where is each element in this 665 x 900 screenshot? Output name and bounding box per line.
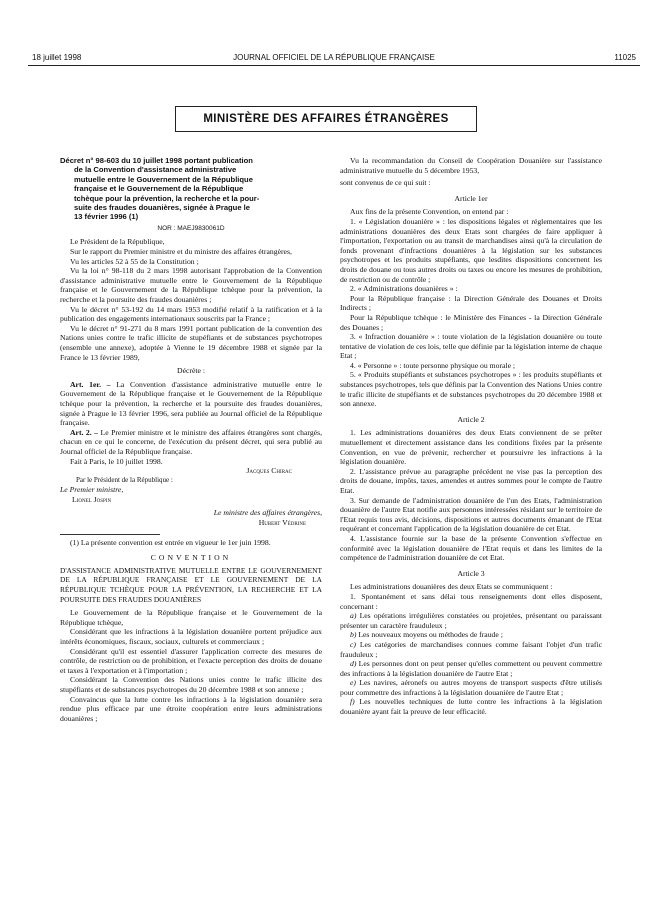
right-column [340,156,602,717]
decree-paragraph: Vu le décret n° 53-192 du 14 mars 1953 modifié relatif à la ratification et à la publication des engagements internationaux souscrits par la France ; [60,304,322,324]
article-subitem [340,640,602,659]
preamble-paragraph: Convaincus que la lutte contre les infractions à la législation douanière sera rendue plus efficace par une étroite coopération entre leurs administrations douanières ; [60,694,322,723]
place-date: Fait à Paris, le 10 juillet 1998. [70,456,163,466]
decree-title [60,156,322,222]
article-paragraph: 5. « Produits stupéfiants et substances psychotropes » : les produits stupéfiants et substances psychotropes, tels que définis par la Convention des Nations Unies contre le trafic illicite de stupéfiants et de substances psychotropes du 20 décembre 1988 et son annexe. [340,370,602,409]
article-2-heading: Article 2 [457,414,485,424]
header-date: 18 juillet 1998 [32,53,82,62]
decree-title-line: de la Convention d'assistance administrative [74,165,237,175]
article-paragraph: Aux fins de la présente Convention, on entend par : [350,207,509,217]
article-subitem [340,659,602,678]
decree-title-line: Décret n° 98-603 du 10 juillet 1998 portant publication [60,156,253,165]
running-header [28,52,640,64]
subitem-letter: d) [350,659,357,669]
decree-paragraph: Vu la loi n° 98-118 du 2 mars 1998 autorisant l'approbation de la Convention d'assistance administrative mutuelle entre le Gouvernement de la République française et le Gouvernement de la République tchèque pour la prévention, la recherche et la poursuite des fraudes douanières ; [60,266,322,304]
article-paragraph: 1. « Législation douanière » : les dispositions légales et réglementaires que les administrations douanières des deux Etats sont chargées de faire appliquer à l'importation, l'exportation ou au transit de marchandises ainsi qu'à la circulation de fonds provenant d'infractions douanières à la législation sur les substances psychotropes et les produits stupéfiants, que lesdites dispositions concernent les droits de douane ou tous autres droits ou taxes ou encore les mesures de prohibition, de restriction ou de contrôle ; [340,216,602,284]
decree-article-1 [60,380,322,428]
preamble-paragraph: Considérant la Convention des Nations unies contre le trafic illicite des stupéfiants et de substances psychotropes du 20 décembre 1988 et son annexe ; [60,675,322,694]
article-2-text: Le Premier ministre et le ministre des affaires étrangères sont chargés, chacun en ce qui le concerne, de l'exécution du présent décret, qui sera publié au Journal officiel de la République française. [60,427,322,456]
article-subitem [340,611,602,630]
header-journal-title: JOURNAL OFFICIEL DE LA RÉPUBLIQUE FRANÇAISE [233,53,435,62]
subitem-letter: c) [350,639,356,649]
decree-paragraph: Vu les articles 52 à 55 de la Constitution ; [70,256,199,266]
article-paragraph: 3. Sur demande de l'administration douanière de l'un des Etats, l'administration douanière de l'autre Etat notifie aux personnes intéressées résidant sur le territoire de l'Etat requis tous avis, décisions, dispositions et autres documents émanant de l'Etat requérant et concernant l'application de la législation douanière de cet Etat. [340,495,602,534]
minister-name: Hubert Védrine [258,518,306,528]
minister-title: Le ministre des affaires étrangères, [213,508,322,518]
subitem-text: Les personnes dont on peut penser qu'elles commettent ou peuvent commettre des infractions à la législation douanière de l'autre Etat ; [340,659,602,678]
decree-title-line: tchèque pour la prévention, la recherche et la pour- [74,193,260,203]
decree-paragraph: Le Président de la République, [70,237,165,247]
article-subitem [340,697,602,716]
subitem-letter: b) [350,630,357,640]
footnote-rule [60,534,160,535]
prime-minister-title: Le Premier ministre, [60,485,124,495]
subitem-text: Les catégories de marchandises connues comme faisant l'objet d'un trafic frauduleux ; [340,639,603,659]
subitem-letter: f) [350,697,355,707]
subitem-letter: e) [350,678,356,688]
article-2-label: Art. 2. – [70,427,99,437]
convention-title: D'ASSISTANCE ADMINISTRATIVE MUTUELLE ENTRE LE GOUVERNEMENT DE LA RÉPUBLIQUE FRANÇAISE ET LE GOUVERNEMENT DE LA RÉPUBLIQUE TCHÈQUE POUR LA PRÉVENTION, LA RECHERCHE ET LA POURSUITE DES FRAUDES DOUANIÈRES [60,565,322,604]
subitem-text: Les nouvelles techniques de lutte contre les infractions à la législation douanière ayant fait la preuve de leur efficacité. [340,697,603,717]
header-rule [28,65,640,66]
footnote: (1) La présente convention est entrée en vigueur le 1er juin 1998. [70,537,271,547]
article-paragraph: Pour la République française : la Direction Générale des Douanes et Droits Indirects ; [340,293,602,313]
preamble-paragraph: Considérant que les infractions à la législation douanière portent préjudice aux intérêts économiques, fiscaux, sociaux, culturels et commerciaux ; [60,627,322,646]
decree-title-line: 13 février 1996 (1) [74,212,139,222]
article-paragraph: 4. « Personne » : toute personne physique ou morale ; [350,360,516,370]
article-paragraph: 2. « Administrations douanières » : [350,284,458,294]
ministry-heading: MINISTÈRE DES AFFAIRES ÉTRANGÈRES [203,113,449,125]
subitem-text: Les navires, aéronefs ou autres moyens de transport suspects d'être utilisés pour commettre des infractions à la législation douanière de l'autre Etat ; [340,678,602,697]
article-subitem [340,678,602,697]
article-paragraph: 3. « Infraction douanière » : toute violation de la législation douanière ou toute tentative de violation de ces lois, telle que définie par la législation interne de chaque Etat ; [340,332,602,361]
preamble-paragraph: Le Gouvernement de la République française et le Gouvernement de la République tchèque, [60,608,322,627]
article-subitem [340,630,602,640]
prime-minister-name: Lionel Jospin [72,494,112,504]
article-paragraph: 1. Spontanément et sans délai tous renseignements dont elles disposent, concernant : [340,591,602,611]
par-le-president: Par le Président de la République : [76,475,173,484]
subitem-text: Les opérations irrégulières constatées ou projetées, présentant ou paraissant présenter un caractère frauduleux ; [340,611,603,630]
decree-paragraph: Sur le rapport du Premier ministre et du ministre des affaires étrangères, [70,247,292,257]
subitem-text: Les nouveaux moyens ou méthodes de fraude ; [358,630,503,640]
preamble-paragraph: Vu la recommandation du Conseil de Coopération Douanière sur l'assistance administrative mutuelle du 5 décembre 1953, [340,156,602,175]
article-1-heading: Article 1er [454,193,488,203]
left-column [60,156,322,723]
header-page-number: 11025 [614,53,636,62]
decree-title-line: suite des fraudes douanières, signée à Prague le [74,203,250,213]
article-1-label: Art. 1er. – [70,379,111,389]
nor-reference: NOR : MAEJ9830061D [157,224,225,232]
decree-title-line: mutuelle entre le Gouvernement de la République [74,174,253,184]
decree-paragraph: Vu le décret n° 91-271 du 8 mars 1991 portant publication de la convention des Nations unies contre le trafic illicite de stupéfiants et de substances psychotropes (ensemble une annexe), adoptée à Vienne le 19 décembre 1988 et signée par la France le 13 février 1989, [60,323,322,362]
article-paragraph: Pour la République tchèque : le Ministère des Finances - la Direction Générale des Douanes ; [340,312,602,332]
preamble-paragraph: Considérant qu'il est essentiel d'assurer l'application correcte des mesures de contrôle, de restriction ou de prohibition, et l'exacte perception des droits de douane et taxes à l'exportation et à l'importation ; [60,646,322,675]
decree-article-2 [60,428,322,457]
article-paragraph: Les administrations douanières des deux Etats se communiquent : [350,582,553,592]
article-1-text: La Convention d'assistance administrative mutuelle entre le Gouvernement de la République française et le Gouvernement de la République tchèque pour la prévention, la recherche et la poursuite des fraudes douanières, signée à Prague le 13 février 1996, sera publiée au Journal officiel de la République française. [60,379,322,428]
ministry-heading-box [175,106,477,132]
decrete-heading: Décrète : [177,366,205,376]
agreed-clause: sont convenus de ce qui suit : [340,178,431,188]
convention-heading: CONVENTION [150,553,232,563]
article-paragraph: 4. L'assistance fournie sur la base de la présente Convention s'effectue en conformité avec la législation douanière de l'Etat requis et dans les limites de la compétence de l'administration douanière de cet Etat. [340,533,602,563]
signature-president: Jacques Chirac [246,466,292,476]
article-3-heading: Article 3 [457,568,485,578]
article-paragraph: 2. L'assistance prévue au paragraphe précédent ne vise pas la perception des droits de douane, impôts, taxes, amendes et autres sommes pour le compte de l'autre Etat. [340,466,602,495]
article-paragraph: 1. Les administrations douanières des deux Etats conviennent de se prêter mutuellement et directement assistance dans les conditions fixées par la présente Convention, en vue de prévenir, rechercher et poursuivre les infractions à la législation douanière. [340,428,602,467]
decree-title-line: française et le Gouvernement de la République [74,184,244,194]
subitem-letter: a) [350,611,357,621]
